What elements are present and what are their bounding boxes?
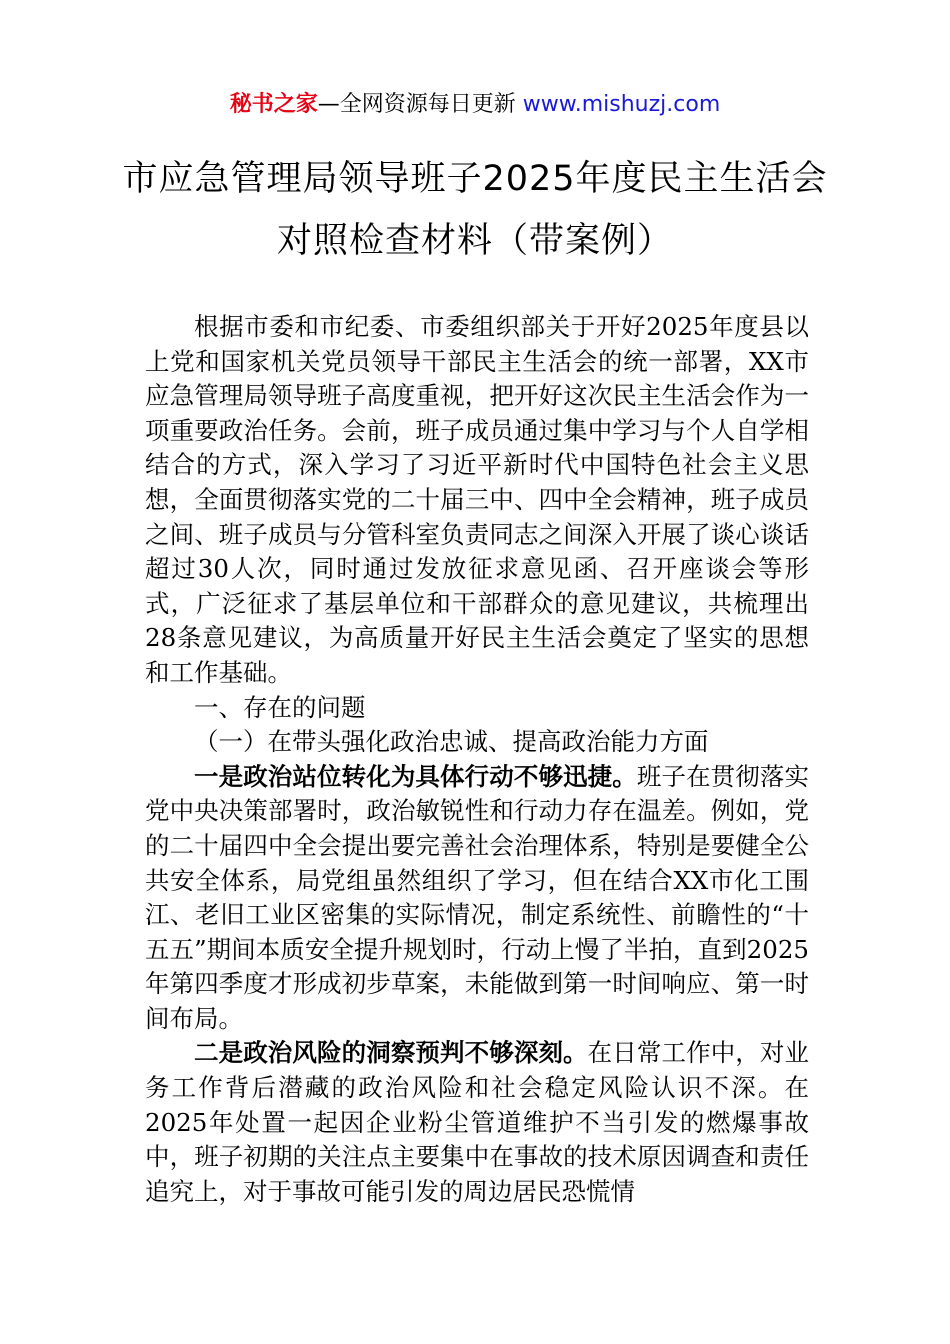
site-tagline: —全网资源每日更新: [317, 92, 523, 117]
site-url-link[interactable]: www.mishuzj.com: [522, 92, 721, 117]
point-paragraph-1: [145, 760, 809, 1037]
intro-paragraph: 根据市委和市纪委、市委组织部关于开好2025年度县以上党和国家机关党员领导干部民主生活会的统一部署，XX市应急管理局领导班子高度重视，把开好这次民主生活会作为一项重要政治任务。会前，班子成员通过集中学习与个人自学相结合的方式，深入学习了习近平新时代中国特色社会主义思想，全面贯彻落实党的二十届三中、四中全会精神，班子成员之间、班子成员与分管科室负责同志之间深入开展了谈心谈话超过30人次，同时通过发放征求意见函、召开座谈会等形式，广泛征求了基层单位和干部群众的意见建议，共梳理出28条意见建议，为高质量开好民主生活会奠定了坚实的思想和工作基础。: [145, 312, 809, 687]
site-banner: [0, 88, 950, 122]
site-brand: 秘书之家: [229, 92, 318, 117]
point-2-title: 二是政治风险的洞察预判不够深刻。: [194, 1038, 588, 1068]
subsection-heading: （一）在带头强化政治忠诚、提高政治能力方面: [194, 727, 709, 757]
point-1-title: 一是政治站位转化为具体行动不够迅捷。: [194, 761, 637, 791]
document-title: 市应急管理局领导班子2025年度民主生活会对照检查材料（带案例）: [122, 159, 828, 261]
document-body: [145, 310, 809, 1209]
point-1-text: 班子在贯彻落实党中央决策部署时，政治敏锐性和行动力存在温差。例如，党的二十届四中全会提出要完善社会治理体系，特别是要健全公共安全体系，局党组虽然组织了学习，但在结合XX市化工围江、老旧工业区密集的实际情况，制定系统性、前瞻性的“十五五”期间本质安全提升规划时，行动上慢了半拍，直到2025年第四季度才形成初步草案，未能做到第一时间响应、第一时间布局。: [145, 761, 809, 1033]
point-2-text: 在日常工作中，对业务工作背后潜藏的政治风险和社会稳定风险认识不深。在2025年处置一起因企业粉尘管道维护不当引发的燃爆事故中，班子初期的关注点主要集中在事故的技术原因调查和责任追究上，对于事故可能引发的周边居民恐慌情: [145, 1038, 810, 1206]
point-paragraph-2: [145, 1036, 809, 1209]
section-heading: 一、存在的问题: [194, 692, 366, 722]
